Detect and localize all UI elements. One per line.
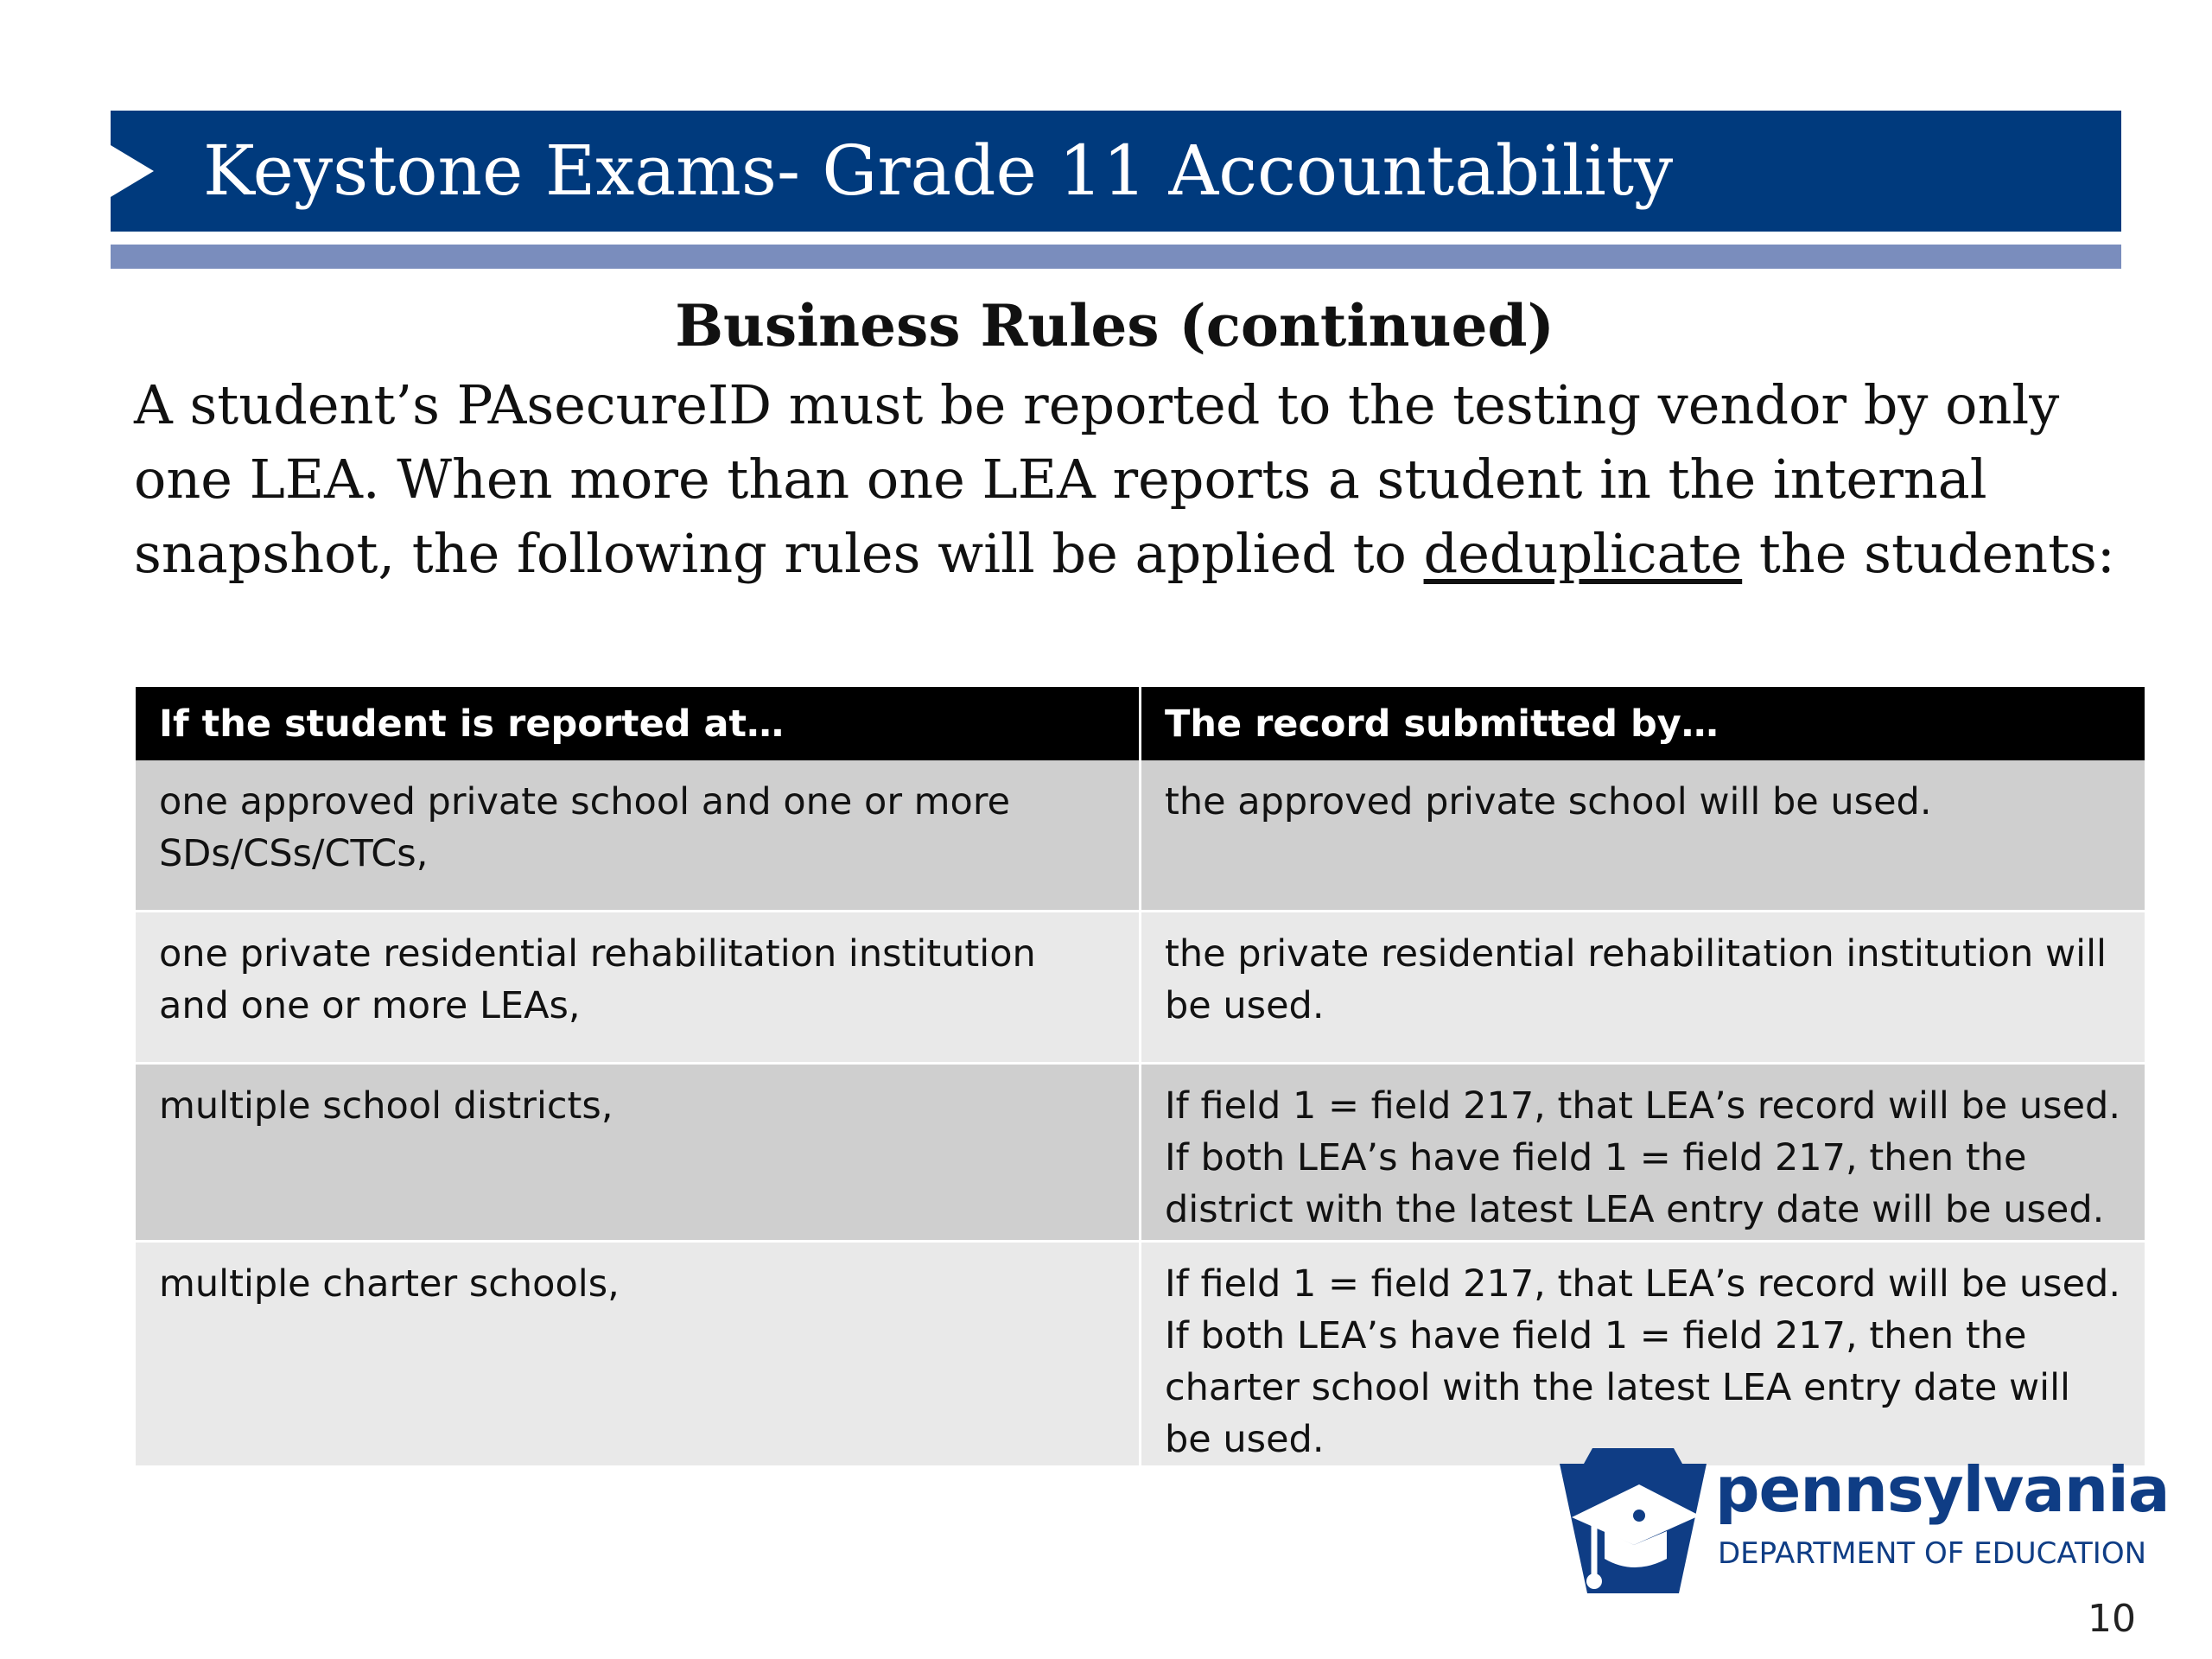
table-cell-condition: multiple school districts, (136, 1064, 1141, 1242)
intro-underlined-word: deduplicate (1423, 522, 1743, 585)
slide-title: Keystone Exams- Grade 11 Accountability (203, 130, 1674, 211)
intro-paragraph (134, 368, 2147, 591)
table-row (136, 1242, 2145, 1466)
table-header-cell: The record submitted by… (1141, 687, 2145, 760)
table-cell-result: If field 1 = field 217, that LEA’s record will be used. If both LEA’s have field 1 = field 217, then the district with the latest LEA entry date will be used. (1141, 1064, 2145, 1242)
intro-text-before: A student’s PAsecureID must be reported to the testing vendor by only one LEA. When more than one LEA reports a student in the internal snapshot, the following rules will be applied to (134, 373, 2060, 585)
title-arrow-icon (111, 145, 154, 197)
logo-department: DEPARTMENT OF EDUCATION (1718, 1536, 2147, 1571)
page-number: 10 (2088, 1597, 2136, 1641)
logo-wordmark: pennsylvania (1715, 1453, 2170, 1526)
table-cell-result: the approved private school will be used. (1141, 760, 2145, 912)
keystone-graduation-cap-icon (1560, 1448, 1707, 1593)
table-cell-condition: one approved private school and one or more SDs/CSs/CTCs, (136, 760, 1141, 912)
slide-subtitle: Business Rules (continued) (675, 292, 1554, 359)
table-cell-result: If field 1 = field 217, that LEA’s record will be used. If both LEA’s have field 1 = field 217, then the charter school with the latest LEA entry date will be used. (1141, 1242, 2145, 1466)
table-cell-result: the private residential rehabilitation institution will be used. (1141, 912, 2145, 1064)
table-header-cell: If the student is reported at… (136, 687, 1141, 760)
table-row (136, 760, 2145, 912)
table-cell-condition: multiple charter schools, (136, 1242, 1141, 1466)
title-underline-bar (111, 245, 2121, 269)
dedup-rules-table (136, 687, 2145, 1465)
table-cell-condition: one private residential rehabilitation institution and one or more LEAs, (136, 912, 1141, 1064)
table-row (136, 912, 2145, 1064)
intro-text-after: the students: (1742, 522, 2115, 585)
table-row (136, 1064, 2145, 1242)
table-header-row (136, 687, 2145, 760)
